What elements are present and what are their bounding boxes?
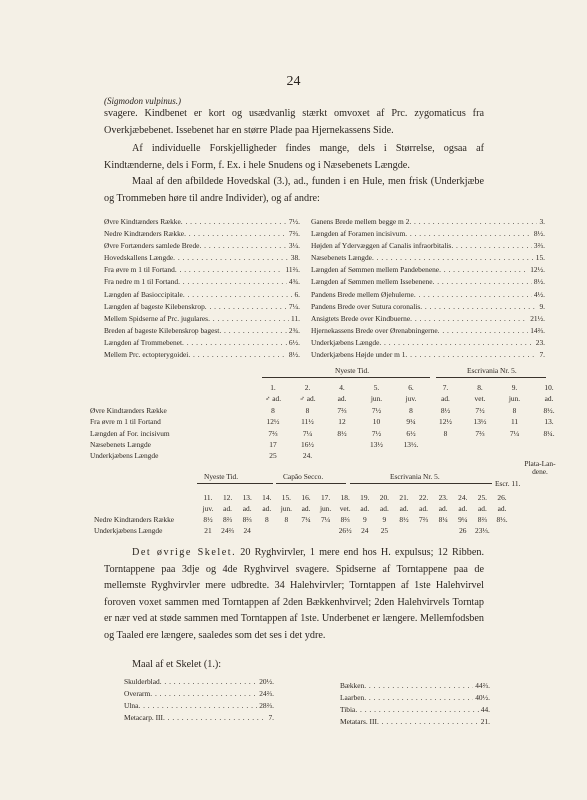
leader-dots xyxy=(208,313,289,325)
table-cell: 8⅓. xyxy=(496,515,508,524)
measure-label: Øvre Kindtænders Række xyxy=(104,217,181,226)
paragraph-4-text: 20 Ryghvirvler, 1 mere end hos H. expulsus; 12 Ribben. Torntappene paa 3dje og 4de Ryghvirvel svagere. Spidserne af Torntappene paa de mellemste Ryghvirvler mere udbredte. 34 Halehvirvler; Torntappen af 1ste Halehvirvel foroven voxet sammen med Torntappen af 2den Bækkenhvirvel; 2den Halehvirvels Torntap er nær ved at støde sammen med Torntappen af 1ste. Underbenet er længere. Mellemfodsben og Taaled ere længere, saaledes som det ses i det ydre. xyxy=(104,547,484,641)
table-cell: 7⅔ xyxy=(337,405,347,415)
measure-label: Ulna xyxy=(124,701,139,711)
measure-value: 3¼. xyxy=(288,241,300,251)
table-cell: 7¼ xyxy=(301,515,311,524)
measure-value: 3. xyxy=(539,217,545,226)
column-age: juv. xyxy=(405,394,417,404)
table-cell: 13½ xyxy=(473,417,487,427)
table1-group-escrivania: Escrivania Nr. 5. xyxy=(467,366,517,375)
table-cell: 9¼ xyxy=(458,515,468,524)
paragraph-1 xyxy=(104,106,484,139)
measure-label: Hjernekassens Brede over Ørenabningerne xyxy=(311,325,438,335)
leader-dots xyxy=(173,252,289,264)
table-cell: 7½ xyxy=(371,405,382,415)
column-number: 4. xyxy=(339,383,345,392)
table-cell: 8¼. xyxy=(543,428,555,438)
leader-dots xyxy=(199,240,286,252)
table-cell: 12½ xyxy=(439,417,452,427)
column-number: 2. xyxy=(304,383,311,392)
measure-value: 4¾. xyxy=(288,277,300,287)
column-age: jun. xyxy=(508,394,521,404)
table1-group-nyeste: Nyeste Tid. xyxy=(335,366,370,375)
measure-value: 4½. xyxy=(533,289,545,299)
measure-row xyxy=(104,313,300,325)
table-cell: 24 xyxy=(243,526,251,535)
column-number: 1. xyxy=(270,383,276,392)
table-cell: 12½ xyxy=(266,417,280,427)
paragraph-4-heading: Det øvrige Skelet. xyxy=(132,547,237,558)
table-cell: 13½. xyxy=(403,440,419,449)
table-row-label: Nedre Kindtænders Række xyxy=(94,515,175,524)
column-number: 16. xyxy=(301,493,311,502)
column-age: ad. xyxy=(360,504,370,513)
measure-row xyxy=(340,680,490,692)
leader-dots xyxy=(181,216,287,228)
measure-row xyxy=(311,313,545,325)
table-cell: 7¼ xyxy=(302,428,313,438)
column-number: 5. xyxy=(373,383,380,392)
measure-row xyxy=(124,688,274,700)
column-age: juv. xyxy=(202,504,214,513)
leader-dots xyxy=(178,276,287,288)
table-cell: 8 xyxy=(409,405,413,415)
column-number: 6. xyxy=(408,383,414,392)
measure-row xyxy=(311,228,545,240)
measure-label: Længden af Trommebenet xyxy=(104,337,183,347)
paragraph-5 xyxy=(104,657,484,674)
column-number: 14. xyxy=(262,493,272,502)
column-number: 17. xyxy=(320,493,331,502)
leader-dots xyxy=(163,712,266,724)
leader-dots xyxy=(364,692,473,704)
table-cell: 13½ xyxy=(370,440,383,449)
measure-row xyxy=(104,301,300,313)
measure-row xyxy=(311,216,545,228)
leader-dots xyxy=(405,349,537,361)
table-cell: 16½ xyxy=(301,440,314,449)
measure-row xyxy=(124,712,274,724)
table2-group-plata: Plata-Lan-dene. xyxy=(524,459,556,476)
column-age: ad. xyxy=(337,394,347,404)
table-row-label: Underkjæbens Længde xyxy=(90,451,159,461)
measure-row xyxy=(104,228,300,240)
measure-row xyxy=(311,301,545,313)
measure-row xyxy=(104,264,300,276)
measure-value: 7¼. xyxy=(288,301,300,311)
table-cell: 11½ xyxy=(301,417,314,427)
table-cell: 26 xyxy=(459,526,467,535)
column-age: jun. xyxy=(319,504,332,513)
table-cell: 8 xyxy=(305,405,310,415)
table-cell: 8 xyxy=(284,515,289,524)
leader-dots xyxy=(451,240,532,252)
table2-group-escr11: Escr. 11. xyxy=(495,479,521,488)
leader-dots xyxy=(439,264,528,276)
table-cell: 8 xyxy=(264,515,269,524)
measure-value: 24⅔. xyxy=(259,689,274,699)
measure-value: 8½. xyxy=(533,229,545,239)
measure-row xyxy=(340,716,490,728)
column-age: ad. xyxy=(399,504,409,513)
paragraph-3 xyxy=(104,174,484,207)
measure-label: Pandens Brede over Sutura coronalis xyxy=(311,301,421,311)
measure-label: Skulderblad xyxy=(124,677,160,686)
measure-row xyxy=(311,337,545,349)
column-age: ad. xyxy=(379,504,389,513)
measure-label: Bækken xyxy=(340,681,365,690)
table-cell: 7½ xyxy=(475,405,485,415)
measure-label: Underkjæbens Længde xyxy=(311,337,380,347)
skeleton-left-column xyxy=(124,676,274,724)
measure-label: Nedre Kindtænders Række xyxy=(104,229,185,239)
column-age: ad. xyxy=(544,394,554,404)
measure-value: 7. xyxy=(539,350,545,360)
skeleton-right-column xyxy=(340,680,490,728)
measure-label: Længden af Sømmen mellem Issebenene xyxy=(311,277,433,287)
column-number: 9. xyxy=(511,383,518,392)
measure-value: 8½. xyxy=(288,350,300,360)
measure-label: Breden af bageste Kilebenskrop bagest xyxy=(104,325,220,335)
column-age: ad. xyxy=(419,504,428,513)
section-subtitle: (Sigmodon vulpinus.) xyxy=(104,96,181,106)
column-number: 15. xyxy=(281,493,292,502)
table-cell: 7¼ xyxy=(320,515,331,524)
table-row-label: Næsebenets Længde xyxy=(90,440,151,449)
measure-label: Længden af Sømmen mellem Pandebenene xyxy=(311,265,440,275)
paragraph-2-text: Af individuelle Forskjelligheder findes mange, dels i Størrelse, ogsaa af Kindtænderne, dels i Form, f. Ex. i hele Snudens og i Næsebenets Længde. xyxy=(104,143,484,171)
measure-row xyxy=(104,252,300,264)
measure-row xyxy=(311,325,545,337)
measure-row xyxy=(104,337,300,349)
leader-dots xyxy=(219,325,287,337)
measure-row xyxy=(104,325,300,337)
table-cell: 25 xyxy=(269,451,277,461)
measure-value: 20½. xyxy=(259,677,274,686)
table-cell: 8¼ xyxy=(438,515,448,524)
table-cell: 6½ xyxy=(406,428,416,438)
paragraph-1-text: svagere. Kindbenet er kort og usædvanlig stærkt omvoxet af Prc. zygomaticus fra Overkjæbebenet. Issebenet har en større Plade paa Hjernekassens Side. xyxy=(104,108,484,136)
measure-row xyxy=(124,700,274,712)
table-cell: 8½ xyxy=(440,405,451,415)
measure-row xyxy=(311,289,545,301)
table-cell: 7¼ xyxy=(509,428,520,438)
measure-label: Tibia xyxy=(340,705,356,715)
column-age: vet. xyxy=(474,394,486,404)
measure-label: Næsebenets Længde xyxy=(311,253,372,263)
table-cell: 25 xyxy=(380,526,389,535)
leader-dots xyxy=(409,216,537,228)
measure-value: 15. xyxy=(535,253,545,263)
table-cell: 8⅔ xyxy=(340,515,350,524)
paragraph-4 xyxy=(104,545,484,644)
measure-row xyxy=(104,240,300,252)
column-age: ad. xyxy=(301,504,311,513)
table-cell: 24. xyxy=(302,451,313,461)
measure-label: Hovedskallens Længde xyxy=(104,253,174,263)
measure-label: Fra øvre m 1 til Fortand xyxy=(104,265,175,275)
measures-left-column xyxy=(104,216,300,361)
measure-row xyxy=(104,216,300,228)
measure-label: Ganens Brede mellem begge m 2 xyxy=(311,217,410,226)
table1-rule-1 xyxy=(262,377,430,378)
column-age: vet. xyxy=(339,504,351,513)
measure-value: 40½. xyxy=(475,693,490,703)
measure-label: Længden af Basioccipitale xyxy=(104,289,183,299)
table-cell: 8⅔ xyxy=(222,515,233,524)
measure-value: 21. xyxy=(480,717,490,727)
table-cell: 7⅔ xyxy=(418,515,429,524)
measure-label: Øvre Fortænders samlede Brede xyxy=(104,241,200,251)
table-cell: 24⅔ xyxy=(221,526,235,535)
paragraph-3-text: Maal af den afbildede Hovedskal (3.), ad., funden i en Hule, men frisk (Underkjæbe og Trommeben høre til andre Individer), og af andre: xyxy=(104,176,484,204)
measure-label: Laarben xyxy=(340,693,365,703)
table-cell: 17 xyxy=(269,440,277,449)
measure-value: 6½. xyxy=(288,337,300,347)
table-cell: 8 xyxy=(271,405,275,415)
table1-rule-2 xyxy=(436,377,546,378)
leader-dots xyxy=(405,228,532,240)
leader-dots xyxy=(379,337,533,349)
column-number: 11. xyxy=(203,493,213,502)
column-number: 20. xyxy=(379,493,390,502)
table-cell: 26½ xyxy=(338,526,352,535)
column-age: ad. xyxy=(458,504,468,513)
measure-value: 21½. xyxy=(530,313,545,323)
column-number: 26. xyxy=(497,493,507,502)
table-cell: 7½ xyxy=(371,428,382,438)
column-number: 12. xyxy=(222,493,233,502)
measure-label: Mellem Spidserne af Prc. jugulares xyxy=(104,313,209,323)
leader-dots xyxy=(410,313,528,325)
measure-row xyxy=(104,276,300,288)
table-row-label: Fra øvre m 1 til Fortand xyxy=(90,417,161,427)
column-age: jun. xyxy=(370,394,383,404)
measure-value: 8½. xyxy=(533,277,545,287)
table-cell: 8½ xyxy=(337,428,347,438)
table-cell: 8½. xyxy=(543,405,555,415)
leader-dots xyxy=(355,704,478,716)
column-number: 18. xyxy=(340,493,350,502)
measure-label: Metatars. III xyxy=(340,717,377,727)
column-number: 25. xyxy=(477,493,488,502)
table-row-label: Øvre Kindtænders Række xyxy=(90,405,167,415)
measure-row xyxy=(124,676,274,688)
measure-value: 3⅔. xyxy=(533,241,545,251)
measure-label: Ansigtets Brede over Kindbuerne xyxy=(311,313,411,323)
table-cell: 8½ xyxy=(203,515,213,524)
leader-dots xyxy=(183,289,293,301)
table-cell: 21 xyxy=(204,526,212,535)
paragraph-5-text: Maal af et Skelet (1.): xyxy=(132,659,222,670)
measure-value: 7⅔. xyxy=(288,229,300,239)
measure-value: 11. xyxy=(291,313,300,323)
table2-rule-3 xyxy=(350,483,492,484)
column-age: ad. xyxy=(223,504,232,513)
table-cell: 9 xyxy=(362,515,367,524)
column-age: ad. xyxy=(242,504,252,513)
measure-value: 2¾. xyxy=(288,325,300,335)
table-cell: 9 xyxy=(382,515,387,524)
column-age: ad. xyxy=(262,504,272,513)
measure-label: Metacarp. III xyxy=(124,713,163,723)
table-cell: 8 xyxy=(512,405,517,415)
measure-row xyxy=(104,349,300,361)
measure-row xyxy=(311,264,545,276)
measure-value: 44⅔. xyxy=(475,681,490,690)
leader-dots xyxy=(377,716,479,728)
leader-dots xyxy=(188,349,287,361)
measure-row xyxy=(311,252,545,264)
measure-value: 28⅔. xyxy=(259,701,274,711)
column-number: 21. xyxy=(399,493,409,502)
table2-group-escrivania: Escrivania Nr. 5. xyxy=(390,472,440,481)
table-cell: 8½ xyxy=(399,515,409,524)
table2-rule-1 xyxy=(197,483,273,484)
leader-dots xyxy=(138,700,257,712)
leader-dots xyxy=(184,228,287,240)
column-number: 19. xyxy=(360,493,370,502)
column-number: 13. xyxy=(242,493,252,502)
column-age: ♂ ad. xyxy=(299,394,316,404)
table-cell: 9¼ xyxy=(406,417,416,427)
leader-dots xyxy=(372,252,534,264)
measure-row xyxy=(340,704,490,716)
measure-label: Underkjæbens Højde under m 1 xyxy=(311,350,406,360)
table2-group-capao: Capão Secco. xyxy=(283,472,324,481)
measure-value: 7½. xyxy=(288,217,300,226)
table-cell: 13. xyxy=(544,417,554,427)
measure-row xyxy=(104,289,300,301)
table2-group-nyeste: Nyeste Tid. xyxy=(204,472,239,481)
table-cell: 24 xyxy=(361,526,369,535)
leader-dots xyxy=(150,688,257,700)
column-age: ad. xyxy=(438,504,448,513)
table-cell: 7⅔ xyxy=(475,428,485,438)
measure-label: Længden af bageste Kilebenskrop xyxy=(104,301,205,311)
table-cell: 8⅔ xyxy=(477,515,488,524)
leader-dots xyxy=(414,289,532,301)
table-cell: 8 xyxy=(443,428,448,438)
measure-value: 6. xyxy=(294,289,300,299)
table2-rule-2 xyxy=(276,483,346,484)
column-number: 23. xyxy=(438,493,448,502)
leader-dots xyxy=(175,264,284,276)
leader-dots xyxy=(160,676,258,688)
measure-label: Mellem Prc. ectopterygoidei xyxy=(104,350,189,360)
measure-value: 9. xyxy=(539,301,545,311)
leader-dots xyxy=(182,337,287,349)
measure-value: 44. xyxy=(480,705,490,715)
measure-value: 7. xyxy=(268,713,274,723)
table-row-label: Længden af For. incisivum xyxy=(90,428,170,438)
leader-dots xyxy=(438,325,529,337)
measure-value: 38. xyxy=(290,253,300,263)
table-cell: 10 xyxy=(372,417,381,427)
measure-value: 23. xyxy=(535,337,545,347)
leader-dots xyxy=(364,680,473,692)
paragraph-2 xyxy=(104,141,484,174)
column-age: jun. xyxy=(280,504,293,513)
measures-right-column xyxy=(311,216,545,361)
measure-row xyxy=(311,276,545,288)
measure-value: 12½. xyxy=(530,265,545,275)
column-age: ad. xyxy=(477,504,487,513)
column-age: ♂ ad. xyxy=(264,394,282,404)
measure-row xyxy=(311,349,545,361)
measure-value: 11⅔. xyxy=(285,265,300,275)
table-cell: 8⅔ xyxy=(242,515,252,524)
measure-label: Pandens Brede mellem Øjehulerne xyxy=(311,289,414,299)
page-number: 24 xyxy=(286,74,301,89)
measure-label: Overarm xyxy=(124,689,151,699)
leader-dots xyxy=(420,301,537,313)
column-number: 24. xyxy=(458,493,468,502)
table-cell: 7⅔ xyxy=(268,428,278,438)
measure-row xyxy=(311,240,545,252)
measure-label: Længden af Foramen incisivum xyxy=(311,229,406,239)
measure-row xyxy=(340,692,490,704)
measure-value: 14⅔. xyxy=(530,325,545,335)
table-row-label: Underkjæbens Længde xyxy=(94,526,163,535)
leader-dots xyxy=(433,276,532,288)
table-cell: 12 xyxy=(338,417,346,427)
column-number: 10. xyxy=(544,383,554,392)
measure-label: Fra nedre m 1 til Fortand xyxy=(104,277,179,287)
table-cell: 23⅓. xyxy=(475,526,490,535)
column-age: ad. xyxy=(441,394,450,404)
leader-dots xyxy=(205,301,287,313)
measure-label: Højden af Ydervæggen af Canalis infraorbitalis xyxy=(311,241,452,251)
column-number: 8. xyxy=(477,383,483,392)
column-age: ad. xyxy=(497,504,507,513)
column-number: 7. xyxy=(442,383,449,392)
table-cell: 11 xyxy=(510,417,519,427)
column-number: 22. xyxy=(418,493,429,502)
